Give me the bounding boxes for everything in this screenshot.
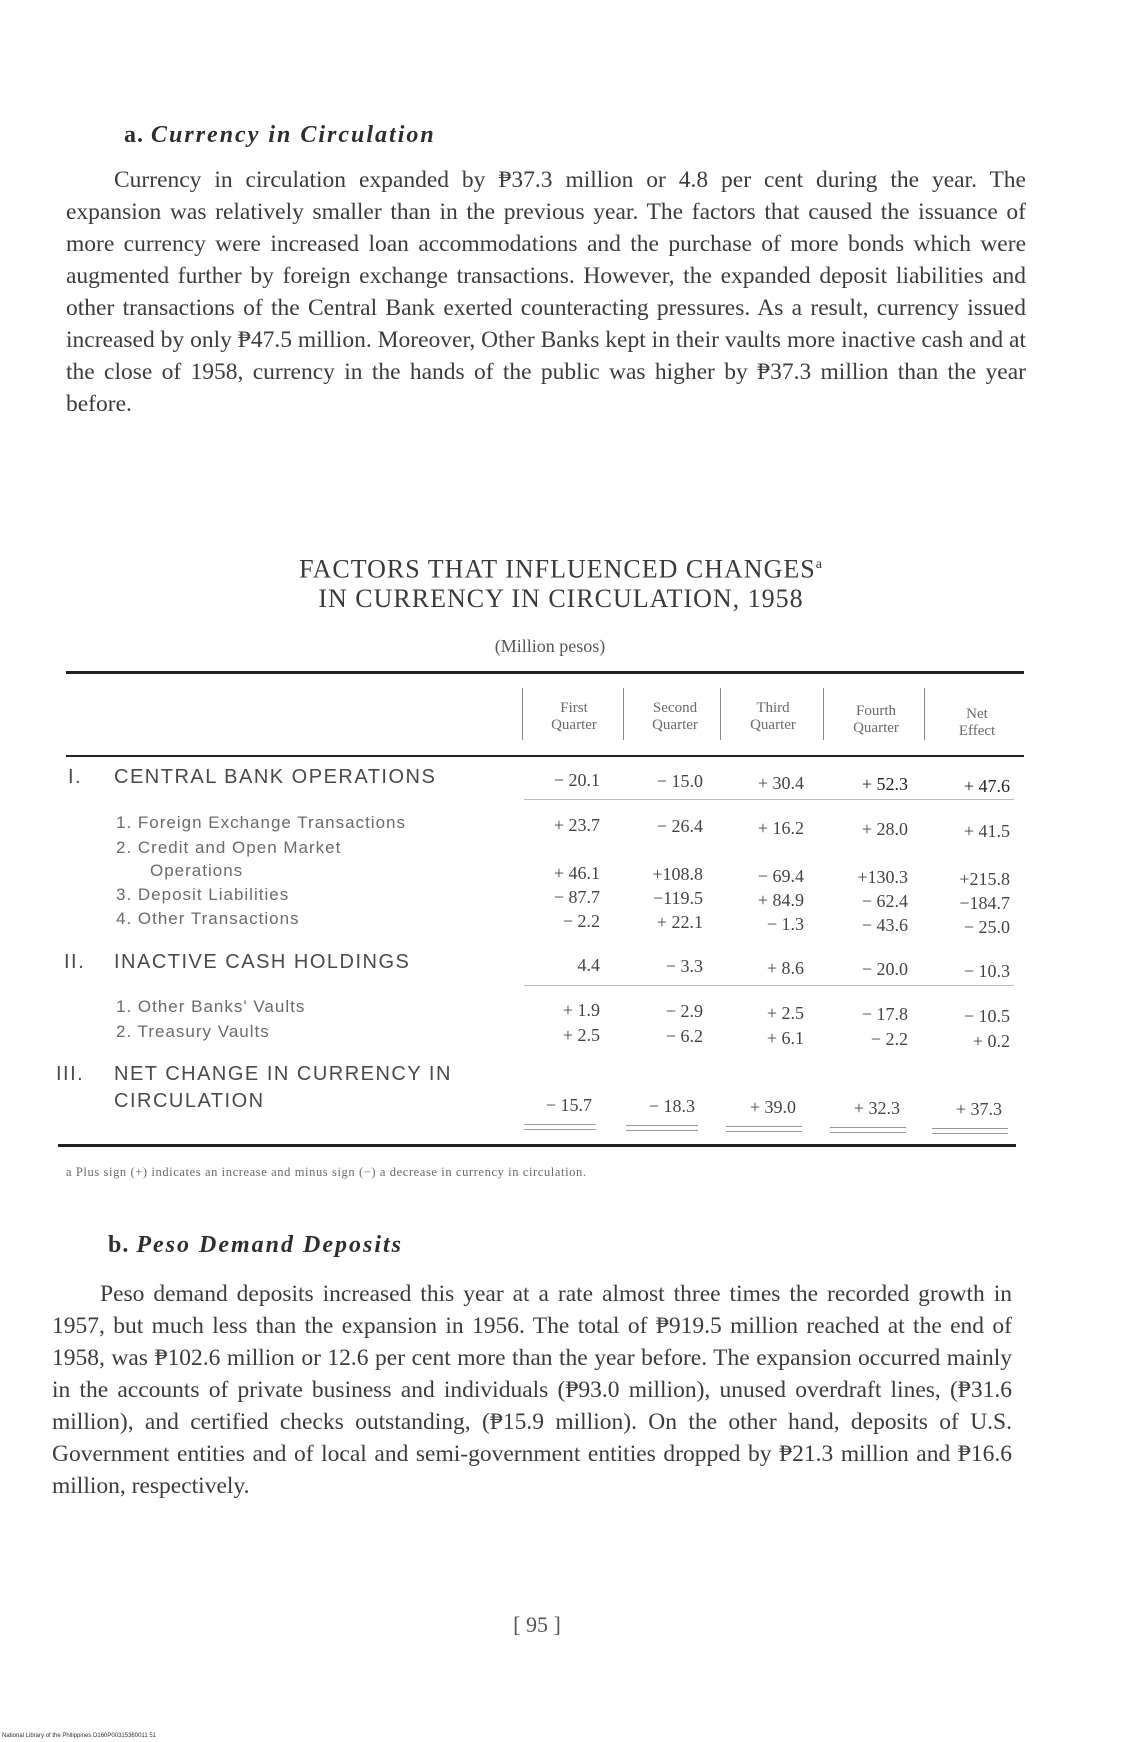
- total-double-underline: [524, 1124, 596, 1130]
- cell-value: + 22.1: [656, 912, 703, 932]
- cell-value: − 62.4: [861, 891, 908, 911]
- cell-value: + 28.0: [861, 819, 908, 839]
- table-units: (Million pesos): [494, 636, 606, 656]
- cell-value: + 23.7: [553, 815, 600, 835]
- row-number: I.: [68, 766, 83, 788]
- table-bottom-rule: [58, 1144, 1016, 1147]
- column-separator: [823, 688, 824, 740]
- total-double-underline: [830, 1127, 906, 1133]
- cell-value: − 20.0: [861, 959, 908, 979]
- section-a-paragraph: Currency in circulation expanded by ₱37.3 million or 4.8 per cent during the year. The expansion was relatively smaller than in the previous year. The factors that caused the issuance of more currency were increased loan accommodations and the purchase of more bonds which were augmented further by foreign exchange transactions. However, the expanded deposit liabilities and other transactions of the Central Bank exerted counteracting pressures. As a result, currency issued increased by only ₱47.5 million. Moreover, Other Banks kept in their vaults more inactive cash and at the close of 1958, currency in the hands of the public was higher by ₱37.3 million than the year before.: [66, 167, 1026, 417]
- page-number: [ 95 ]: [513, 1612, 561, 1637]
- table-title-line1: [0, 548, 1122, 587]
- cell-value: +215.8: [959, 869, 1010, 889]
- column-header-line: Fourth: [855, 703, 896, 719]
- column-header-third-quarter: [726, 700, 820, 734]
- cell-value: + 8.6: [766, 958, 804, 978]
- section-b-heading: [108, 1232, 403, 1259]
- row-label-net-change: NET CHANGE IN CURRENCY IN: [114, 1063, 452, 1085]
- cell-value: + 30.4: [757, 773, 804, 793]
- row-number: II.: [64, 951, 86, 973]
- column-header-first-quarter: [527, 700, 621, 734]
- column-header-line: Effect: [958, 723, 996, 739]
- cell-value: − 10.3: [963, 961, 1010, 981]
- total-double-underline: [932, 1128, 1008, 1134]
- cell-value: + 47.6: [963, 776, 1010, 796]
- section-a-title: Currency in Circulation: [151, 122, 436, 148]
- table-title-line2: IN CURRENCY IN CIRCULATION, 1958: [318, 584, 804, 613]
- cell-value: +108.8: [652, 864, 703, 884]
- cell-value: − 15.7: [545, 1095, 592, 1115]
- cell-value: + 0.2: [972, 1031, 1010, 1051]
- cell-value: +130.3: [857, 867, 908, 887]
- total-double-underline: [626, 1125, 698, 1131]
- cell-value: − 25.0: [963, 917, 1010, 937]
- column-separator: [623, 688, 624, 740]
- table-header-rule: [66, 755, 1024, 757]
- cell-value: + 46.1: [553, 863, 600, 883]
- cell-value: + 16.2: [757, 818, 804, 838]
- cell-value: − 87.7: [553, 887, 600, 907]
- table-title-text: FACTORS THAT INFLUENCED CHANGES: [299, 554, 816, 584]
- row-label-foreign-exchange: 1. Foreign Exchange Transactions: [116, 813, 406, 832]
- cell-value: − 26.4: [656, 816, 703, 836]
- row-label-central-bank-operations: CENTRAL BANK OPERATIONS: [114, 766, 437, 788]
- cell-value: + 39.0: [749, 1097, 796, 1117]
- column-header-line: Net: [966, 706, 988, 722]
- catalog-stamp: National Library of the Philippines D160P00315360011 51: [2, 1733, 156, 1739]
- cell-value: − 20.1: [553, 770, 600, 790]
- cell-value: − 2.9: [665, 1001, 703, 1021]
- table-title-footnote-mark: a: [815, 557, 823, 572]
- row-label-other-transactions: 4. Other Transactions: [116, 909, 300, 928]
- total-double-underline: [726, 1126, 802, 1132]
- cell-value: − 3.3: [665, 956, 703, 976]
- cell-value: − 1.3: [766, 914, 804, 934]
- row-label-treasury-vaults: 2. Treasury Vaults: [116, 1022, 270, 1041]
- cell-value: − 10.5: [963, 1006, 1010, 1026]
- column-separator: [924, 688, 925, 740]
- cell-value: − 43.6: [861, 915, 908, 935]
- column-header-second-quarter: [628, 700, 722, 734]
- section-b-title: Peso Demand Deposits: [136, 1232, 404, 1258]
- section-a-letter: a.: [124, 122, 144, 148]
- column-header-fourth-quarter: [829, 703, 923, 737]
- cell-value: + 52.3: [861, 774, 908, 794]
- column-header-line: Second: [652, 700, 698, 716]
- cell-value: − 15.0: [656, 771, 703, 791]
- cell-value: − 6.2: [665, 1026, 703, 1046]
- section-b-paragraph: Peso demand deposits increased this year at a rate almost three times the recorded growth in 1957, but much less than the expansion in 1956. The total of ₱919.5 million reached at the end of 1958, was ₱102.6 million or 12.6 per cent more than the year before. The expansion occurred mainly in the accounts of private business and individuals (₱93.0 million), unused overdraft lines, (₱31.6 million), and certified checks outstanding, (₱15.9 million). On the other hand, deposits of U.S. Government entities and of local and semi-government entities dropped by ₱21.3 million and ₱16.6 million, respectively.: [52, 1281, 1012, 1499]
- cell-value: −184.7: [959, 893, 1010, 913]
- row-label-credit-open-market: 2. Credit and Open Market: [116, 838, 342, 857]
- cell-value: + 6.1: [766, 1028, 804, 1048]
- table-footnote: a Plus sign (+) indicates an increase and minus sign (−) a decrease in currency in circulation.: [66, 1165, 587, 1179]
- column-header-line: First: [560, 700, 588, 716]
- row-label-net-change-cont: CIRCULATION: [114, 1090, 265, 1112]
- cell-value: + 84.9: [757, 890, 804, 910]
- column-header-line: Quarter: [853, 720, 899, 736]
- cell-value: + 41.5: [963, 821, 1010, 841]
- cell-value: − 18.3: [648, 1096, 695, 1116]
- column-separator: [522, 688, 523, 740]
- column-header-line: Quarter: [551, 717, 597, 733]
- cell-value: 4.4: [577, 955, 600, 975]
- cell-value: + 32.3: [853, 1098, 900, 1118]
- cell-value: + 2.5: [562, 1025, 600, 1045]
- subtotal-rule: [524, 985, 1014, 986]
- cell-value: −119.5: [653, 888, 703, 908]
- column-header-line: Quarter: [652, 717, 698, 733]
- cell-value: + 1.9: [562, 1000, 600, 1020]
- column-header-line: Third: [756, 700, 790, 716]
- row-label-inactive-cash: INACTIVE CASH HOLDINGS: [114, 951, 411, 973]
- column-header-line: Quarter: [750, 717, 796, 733]
- cell-value: − 2.2: [870, 1029, 908, 1049]
- section-a-heading: [124, 122, 436, 149]
- subtotal-rule: [524, 799, 1014, 800]
- row-label-other-banks-vaults: 1. Other Banks' Vaults: [116, 997, 306, 1016]
- section-b-letter: b.: [108, 1232, 130, 1258]
- row-label-credit-open-market-cont: Operations: [150, 861, 244, 880]
- cell-value: − 17.8: [861, 1004, 908, 1024]
- cell-value: − 2.2: [562, 911, 600, 931]
- row-label-deposit-liabilities: 3. Deposit Liabilities: [116, 885, 290, 904]
- column-header-net-effect: [930, 706, 1024, 740]
- cell-value: + 2.5: [766, 1003, 804, 1023]
- cell-value: − 69.4: [757, 866, 804, 886]
- table-top-rule: [66, 671, 1024, 674]
- row-number: III.: [56, 1063, 85, 1085]
- cell-value: + 37.3: [955, 1099, 1002, 1119]
